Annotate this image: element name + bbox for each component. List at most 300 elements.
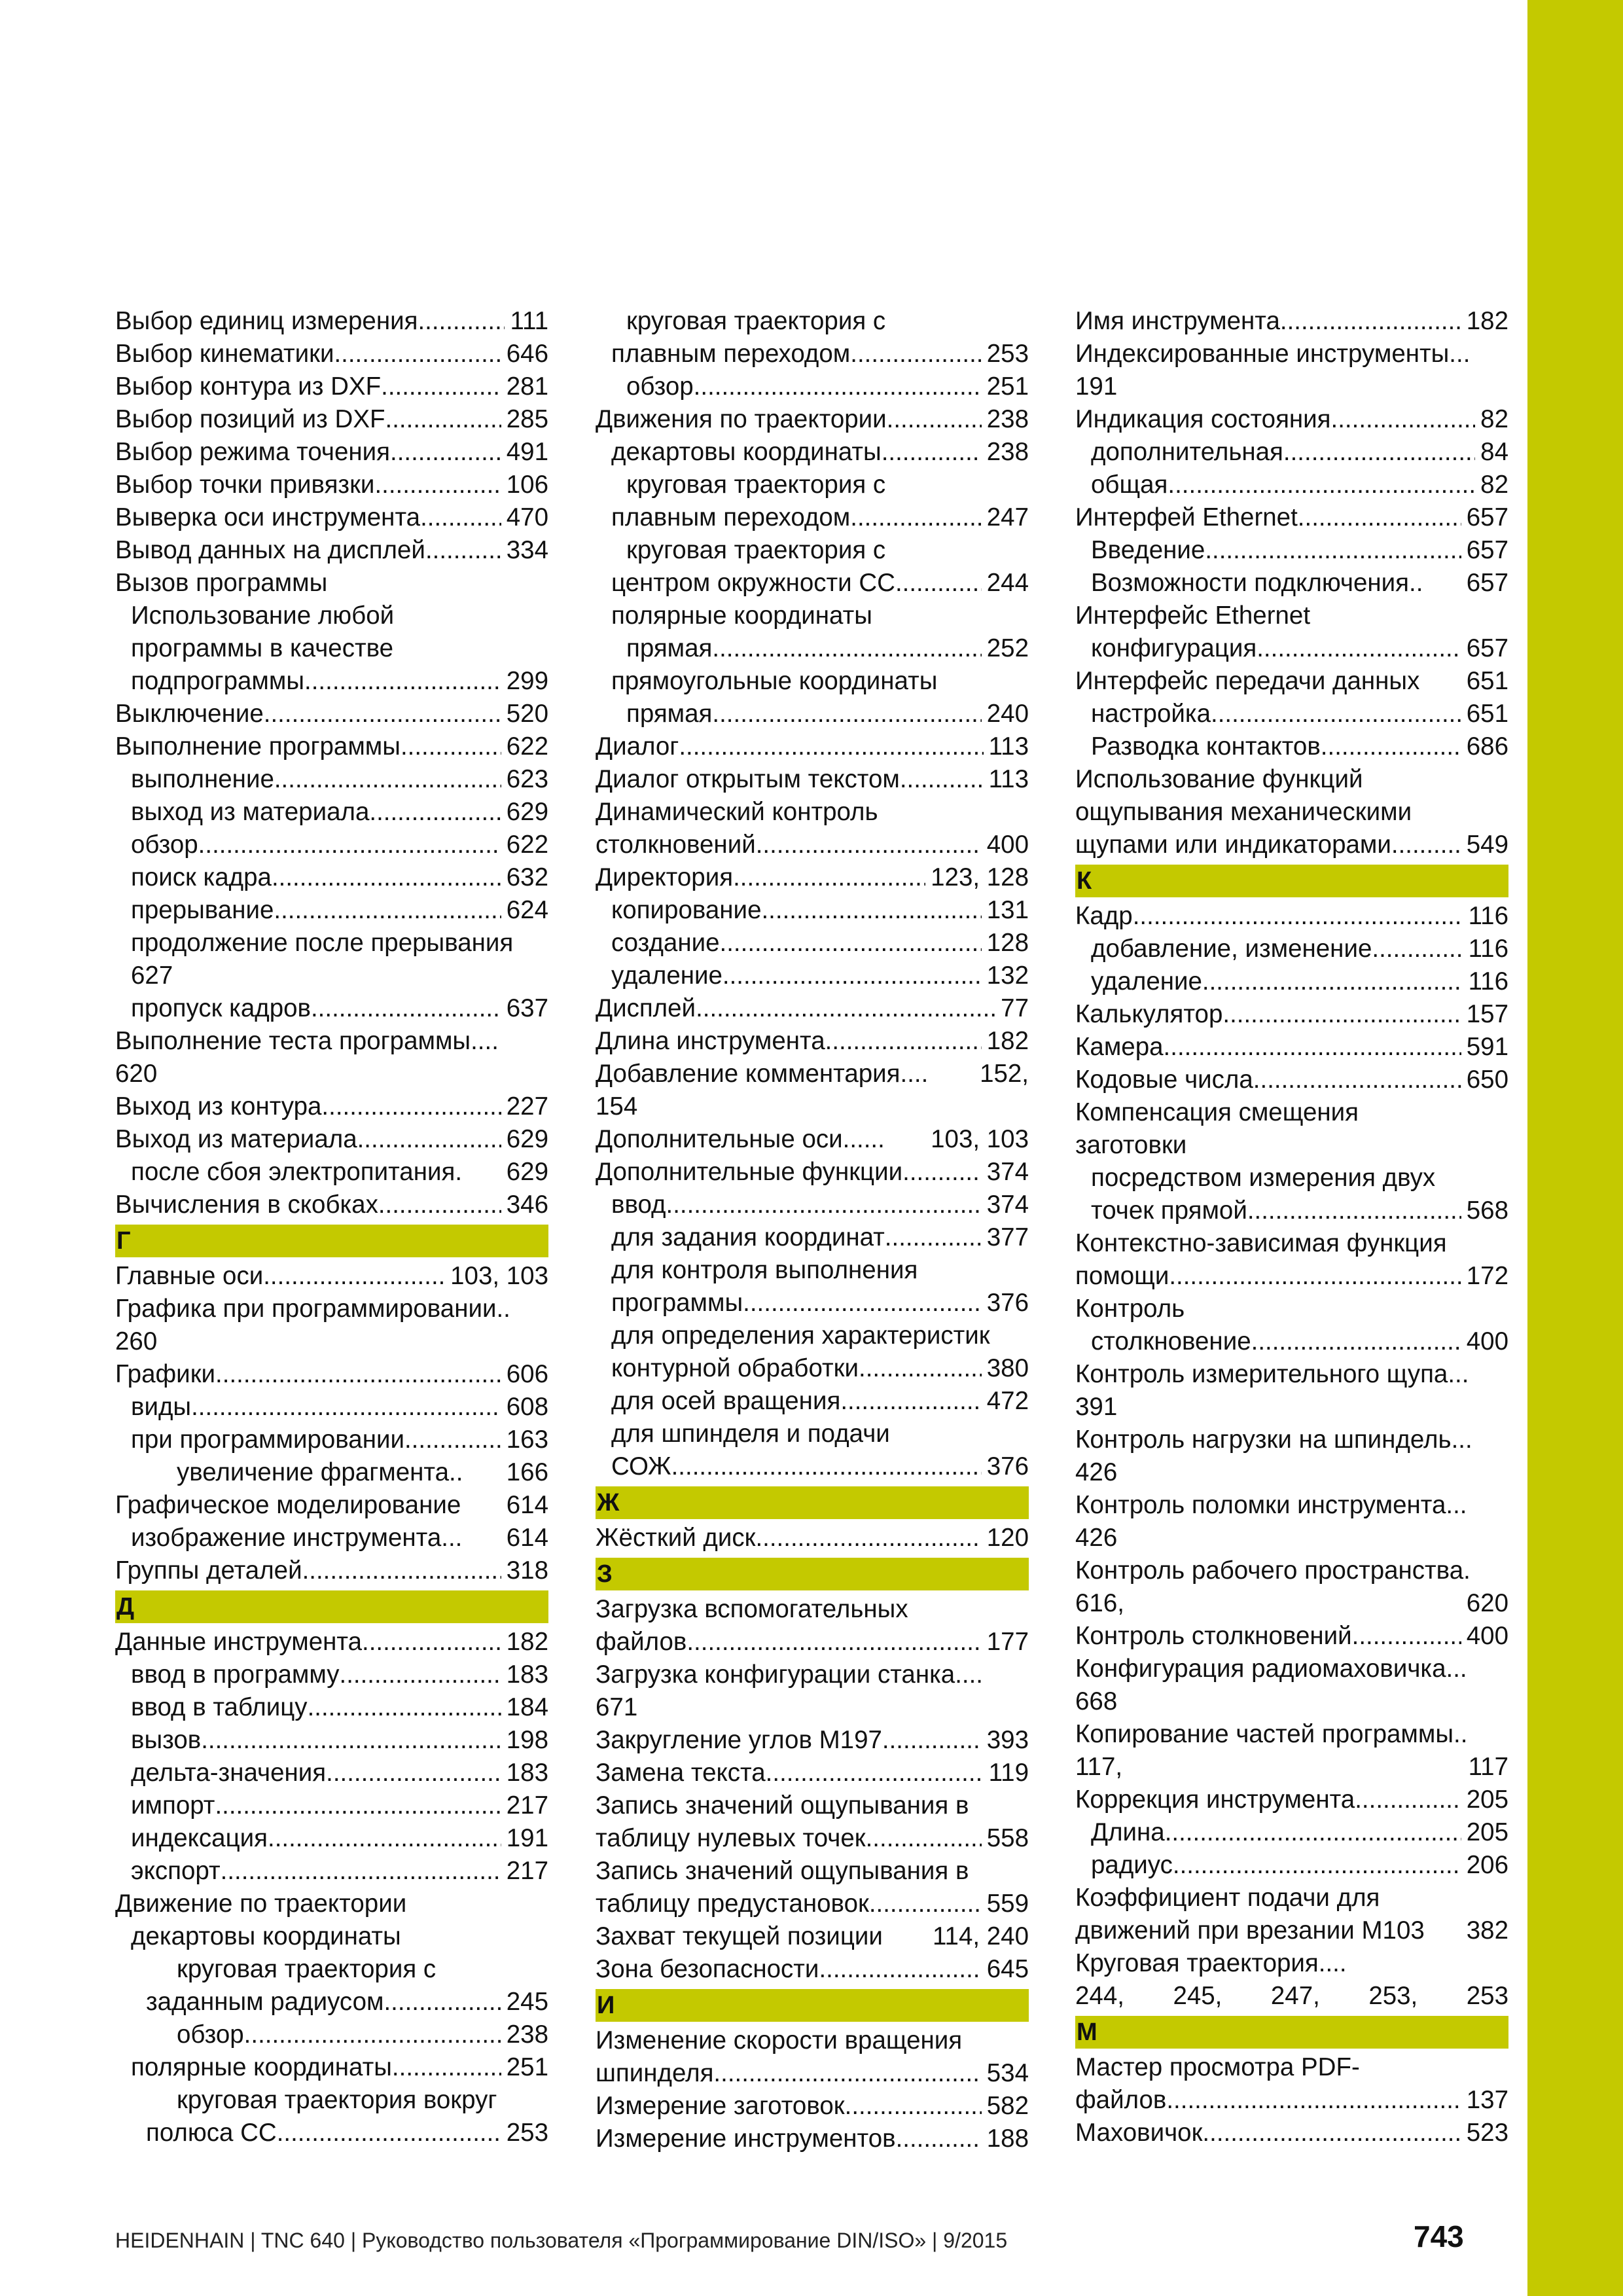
index-page-ref: 114, 240: [932, 1922, 1029, 1950]
index-page-ref: 238: [506, 2020, 548, 2049]
index-term: Дисплей: [596, 994, 696, 1022]
index-page-ref: 240: [986, 700, 1029, 728]
index-entry: [596, 1522, 1029, 1554]
index-entry: [115, 1920, 548, 1953]
index-page-ref: 116: [1468, 935, 1508, 963]
index-entry: [115, 632, 548, 665]
index-term: экспорт: [131, 1857, 221, 1885]
index-term: плавным переходом: [611, 503, 851, 531]
index-term: обзор: [177, 2020, 244, 2049]
index-term: для контроля выполнения: [611, 1256, 918, 1284]
index-term: для задания координат: [611, 1223, 885, 1251]
index-page-ref: 374: [986, 1191, 1029, 1219]
index-page-ref: 117: [1468, 1753, 1508, 1781]
index-entry: [1075, 1031, 1508, 1064]
index-term: поиск кадра: [131, 863, 272, 891]
index-page-ref: 377: [986, 1223, 1029, 1251]
index-term: Выбор режима точения: [115, 438, 391, 466]
index-term: общая: [1091, 471, 1168, 499]
dot-leader: [215, 1358, 501, 1391]
index-entry: [596, 1855, 1029, 1888]
index-term: Выполнение теста программы....: [115, 1027, 499, 1055]
dot-leader: [404, 1424, 501, 1456]
index-entry: [596, 1254, 1029, 1287]
index-term: 671: [596, 1693, 638, 1721]
index-term: Группы деталей: [115, 1556, 302, 1585]
index-entry: [596, 1352, 1029, 1385]
index-term: Вывод данных на дисплей: [115, 536, 425, 564]
index-term: 260: [115, 1327, 158, 1355]
index-term: Движения по траектории: [596, 405, 887, 433]
index-page-ref: 113: [988, 765, 1029, 793]
index-term: 668: [1075, 1687, 1118, 1715]
index-page-ref: 82: [1480, 471, 1508, 499]
index-term: 154: [596, 1092, 638, 1121]
index-page-list: [1075, 1587, 1508, 1620]
index-term: Выход из контура: [115, 1092, 322, 1121]
index-term: посредством измерения двух: [1091, 1164, 1436, 1192]
index-term: удаление: [1091, 967, 1202, 996]
index-entry: [115, 567, 548, 600]
index-entry: [1075, 796, 1508, 829]
index-term: круговая траектория вокруг: [177, 2086, 497, 2114]
index-entry: [1075, 1489, 1508, 1522]
dot-leader: [895, 567, 982, 600]
index-page-ref: 128: [986, 929, 1029, 957]
index-entry: [596, 1156, 1029, 1189]
index-entry: [596, 1319, 1029, 1352]
index-page-ref: 400: [986, 831, 1029, 859]
dot-leader: [268, 1822, 501, 1855]
index-term: радиус: [1091, 1851, 1173, 1879]
index-page-ref: 637: [506, 994, 548, 1022]
dot-leader: [845, 2090, 982, 2123]
dot-leader: [304, 665, 501, 698]
index-entry: [115, 1424, 548, 1456]
index-term: СОЖ: [611, 1452, 671, 1480]
index-term: Кадр: [1075, 902, 1133, 930]
dot-leader: [1133, 900, 1463, 933]
section-letter-header: Ж: [596, 1486, 1029, 1519]
index-term: Дополнительные оси......: [596, 1125, 885, 1153]
index-term: точек прямой: [1091, 1196, 1247, 1225]
index-term: круговая траектория с: [177, 1955, 437, 1983]
dot-leader: [712, 632, 981, 665]
index-entry: [115, 1724, 548, 1757]
index-term: Выверка оси инструмента: [115, 503, 421, 531]
index-page-ref: 247: [986, 503, 1029, 531]
index-term: полюса СС: [146, 2119, 277, 2147]
index-term: Выбор контура из DXF: [115, 372, 382, 401]
index-entry: [1075, 469, 1508, 501]
index-page-ref: 374: [986, 1158, 1029, 1186]
index-entry: [1075, 1882, 1508, 1914]
index-term: Использование любой: [131, 601, 395, 630]
index-entry: [115, 338, 548, 370]
dot-leader: [401, 730, 501, 763]
index-entry: [596, 698, 1029, 730]
dot-leader: [369, 796, 501, 829]
index-page-ref: 113: [988, 732, 1029, 761]
index-page-ref: 472: [986, 1387, 1029, 1415]
index-term: Копирование частей программы..: [1075, 1720, 1468, 1748]
index-entry: [596, 1090, 1029, 1123]
index-page-ref: 106: [506, 471, 548, 499]
index-entry: [115, 305, 548, 338]
index-term: заданным радиусом: [146, 1988, 384, 2016]
index-entry: [596, 2123, 1029, 2155]
index-page-ref: 251: [986, 372, 1029, 401]
index-entry: [1075, 1456, 1508, 1489]
dot-leader: [381, 370, 501, 403]
index-term: декартовы координаты: [611, 438, 882, 466]
dot-leader: [866, 1822, 982, 1855]
index-entry: [596, 305, 1029, 338]
dot-leader: [215, 1789, 501, 1822]
index-page-ref: 253: [1466, 1982, 1508, 2010]
index-term: Интерфей Ethernet: [1075, 503, 1298, 531]
dot-leader: [274, 894, 501, 927]
index-entry: [115, 992, 548, 1025]
index-page-ref: 251: [506, 2053, 548, 2081]
index-entry: [1075, 305, 1508, 338]
dot-leader: [756, 829, 982, 861]
index-term: программы: [611, 1289, 743, 1317]
index-term: столкновений: [596, 831, 756, 859]
dot-leader: [882, 436, 982, 469]
index-entry: [1075, 1816, 1508, 1849]
index-entry: [115, 1025, 548, 1058]
index-term: Выполнение программы: [115, 732, 401, 761]
index-entry: [1075, 763, 1508, 796]
index-entry: [115, 1659, 548, 1691]
page-footer: HEIDENHAIN | TNC 640 | Руководство пользователя «Программирование DIN/ISO» | 9/2015: [115, 2229, 1008, 2252]
index-entry: [596, 2057, 1029, 2090]
index-term: Изменение скорости вращения: [596, 2026, 963, 2054]
dot-leader: [1166, 2084, 1461, 2117]
index-entry: [115, 1789, 548, 1822]
index-term: таблицу нулевых точек: [596, 1824, 866, 1852]
index-term: Контроль: [1075, 1295, 1185, 1323]
index-page-ref: 299: [506, 667, 548, 695]
index-entry: [115, 1456, 548, 1489]
index-entry: [596, 1418, 1029, 1450]
index-term: таблицу предустановок: [596, 1890, 869, 1918]
index-entry: [596, 1920, 1029, 1953]
chapter-side-bar: [1527, 0, 1623, 2296]
index-page-ref: 252: [986, 634, 1029, 662]
index-entry: [596, 1221, 1029, 1254]
index-term: заготовки: [1075, 1131, 1187, 1159]
index-page-ref: 177: [986, 1628, 1029, 1656]
index-page-ref: 620: [1466, 1589, 1508, 1617]
index-entry: [596, 960, 1029, 992]
page-number: 743: [1414, 2219, 1464, 2253]
index-page-ref: 238: [986, 438, 1029, 466]
index-term: ощупывания механическими: [1075, 798, 1412, 826]
index-entry: [1075, 1587, 1508, 1620]
index-entry: [1075, 501, 1508, 534]
index-term: виды: [131, 1393, 192, 1421]
index-entry: [115, 2117, 548, 2149]
index-term: Кодовые числа: [1075, 1066, 1253, 1094]
index-page-ref: 657: [1466, 634, 1508, 662]
dot-leader: [722, 960, 982, 992]
index-entry: [1075, 1685, 1508, 1718]
index-term: плавным переходом: [611, 340, 851, 368]
index-page-ref: 623: [506, 765, 548, 793]
index-entry: [1075, 403, 1508, 436]
index-entry: [115, 1855, 548, 1888]
index-page-ref: 470: [506, 503, 548, 531]
index-page-ref: 614: [506, 1491, 548, 1519]
index-entry: [1075, 1162, 1508, 1194]
index-entry: [1075, 1260, 1508, 1293]
index-page-list: [1075, 1980, 1508, 2013]
dot-leader: [1222, 998, 1461, 1031]
index-entry: [115, 861, 548, 894]
index-entry: [115, 829, 548, 861]
index-term: настройка: [1091, 700, 1211, 728]
index-page-ref: 117,: [1075, 1753, 1123, 1781]
index-page-ref: 376: [986, 1452, 1029, 1480]
index-entry: [1075, 900, 1508, 933]
index-term: Вычисления в скобках: [115, 1191, 378, 1219]
index-term: Движение по траектории: [115, 1890, 407, 1918]
index-page-ref: 244,: [1075, 1982, 1124, 2010]
index-entry: [1075, 730, 1508, 763]
index-page-ref: 606: [506, 1360, 548, 1388]
index-term: Главные оси: [115, 1262, 264, 1290]
index-term: Коррекция инструмента: [1075, 1785, 1355, 1814]
index-entry: [596, 1058, 1029, 1090]
index-term: дополнительная: [1091, 438, 1283, 466]
index-entry: [596, 338, 1029, 370]
dot-leader: [420, 501, 501, 534]
index-term: Коэффициент подачи для: [1075, 1884, 1380, 1912]
index-entry: [115, 1090, 548, 1123]
index-page-ref: 131: [986, 896, 1029, 924]
dot-leader: [1202, 2117, 1461, 2149]
index-page-ref: 382: [1466, 1916, 1508, 1945]
index-page-ref: 624: [506, 896, 548, 924]
index-term: подпрограммы: [131, 667, 305, 695]
index-page-ref: 182: [1466, 307, 1508, 335]
dot-leader: [378, 1189, 501, 1221]
dot-leader: [679, 730, 983, 763]
dot-leader: [896, 2123, 982, 2155]
index-entry: [596, 1757, 1029, 1789]
dot-leader: [1355, 1784, 1461, 1816]
index-page-ref: 245,: [1173, 1982, 1222, 2010]
index-term: Выход из материала: [115, 1125, 357, 1153]
index-entry: [1075, 829, 1508, 861]
index-entry: [596, 730, 1029, 763]
index-term: обзор: [626, 372, 694, 401]
index-term: Выключение: [115, 700, 264, 728]
index-term: Контроль столкновений: [1075, 1622, 1352, 1650]
index-entry: [115, 927, 548, 960]
index-entry: [596, 927, 1029, 960]
index-entry: [1075, 1554, 1508, 1587]
index-entry: [596, 829, 1029, 861]
index-page-ref: 346: [506, 1191, 548, 1219]
index-page-ref: 137: [1466, 2086, 1508, 2114]
index-term: Интерфейс передачи данных: [1075, 667, 1420, 695]
index-term: Калькулятор: [1075, 1000, 1223, 1028]
index-entry: [596, 1888, 1029, 1920]
index-page-ref: 376: [986, 1289, 1029, 1317]
index-term: Длина инструмента: [596, 1027, 825, 1055]
index-page-ref: 84: [1480, 438, 1508, 466]
index-term: дельта-значения: [131, 1759, 327, 1787]
index-page-ref: 285: [506, 405, 548, 433]
section-letter-header: З: [596, 1558, 1029, 1590]
index-entry: [115, 730, 548, 763]
dot-leader: [885, 1221, 982, 1254]
index-page-ref: 166: [506, 1458, 548, 1486]
dot-leader: [1331, 403, 1476, 436]
index-page-ref: 523: [1466, 2119, 1508, 2147]
index-page-ref: 217: [506, 1857, 548, 1885]
dot-leader: [198, 829, 501, 861]
index-entry: [1075, 1358, 1508, 1391]
dot-leader: [263, 1260, 445, 1293]
index-term: добавление, изменение: [1091, 935, 1372, 963]
dot-leader: [311, 992, 501, 1025]
dot-leader: [1251, 1325, 1461, 1358]
index-term: полярные координаты: [131, 2053, 392, 2081]
index-term: Зона безопасности: [596, 1955, 819, 1983]
index-entry: [115, 370, 548, 403]
index-entry: [1075, 1064, 1508, 1096]
index-entry: [596, 1025, 1029, 1058]
dot-leader: [850, 501, 982, 534]
index-term: Директория: [596, 863, 734, 891]
index-term: Динамический контроль: [596, 798, 878, 826]
index-term: 620: [115, 1060, 158, 1088]
index-term: Введение: [1091, 536, 1205, 564]
index-entry: [1075, 2051, 1508, 2084]
index-term: Измерение заготовок: [596, 2092, 845, 2120]
index-term: 191: [1075, 372, 1118, 401]
index-term: Контроль рабочего пространства.: [1075, 1556, 1471, 1585]
index-term: Индексированные инструменты...: [1075, 340, 1471, 368]
section-letter-header: Г: [115, 1225, 548, 1257]
index-entry: [1075, 1784, 1508, 1816]
index-page-ref: 120: [986, 1524, 1029, 1552]
index-term: Конфигурация радиомаховичка...: [1075, 1655, 1467, 1683]
index-page-ref: 549: [1466, 831, 1508, 859]
index-entry: [115, 469, 548, 501]
index-entry: [596, 403, 1029, 436]
dot-leader: [1202, 965, 1463, 998]
index-term: шпинделя: [596, 2059, 714, 2087]
index-column-3: [1075, 305, 1508, 2149]
dot-leader: [666, 1189, 982, 1221]
index-entry: [596, 1287, 1029, 1319]
index-page-ref: 646: [506, 340, 548, 368]
index-entry: [1075, 567, 1508, 600]
dot-leader: [1372, 933, 1463, 965]
index-page-ref: 281: [506, 372, 548, 401]
dot-leader: [201, 1724, 501, 1757]
dot-leader: [1280, 305, 1461, 338]
index-page-ref: 534: [986, 2059, 1029, 2087]
index-page-ref: 206: [1466, 1851, 1508, 1879]
index-entry: [115, 1888, 548, 1920]
index-page-ref: 582: [986, 2092, 1029, 2120]
index-entry: [1075, 1194, 1508, 1227]
index-entry: [1075, 534, 1508, 567]
index-entry: [596, 1822, 1029, 1855]
index-entry: [596, 1123, 1029, 1156]
index-entry: [1075, 1293, 1508, 1325]
index-page-ref: 616,: [1075, 1589, 1124, 1617]
index-term: Контроль поломки инструмента...: [1075, 1491, 1467, 1519]
index-term: прямая: [626, 634, 713, 662]
index-term: прерывание: [131, 896, 274, 924]
index-term: Жёсткий диск: [596, 1524, 756, 1552]
index-term: продолжение после прерывания: [131, 929, 514, 957]
index-entry: [115, 501, 548, 534]
index-page-ref: 238: [986, 405, 1029, 433]
dot-leader: [326, 1757, 501, 1789]
index-entry: [1075, 1096, 1508, 1129]
index-page-ref: 608: [506, 1393, 548, 1421]
index-page-ref: 205: [1466, 1785, 1508, 1814]
dot-leader: [374, 469, 501, 501]
index-entry: [596, 992, 1029, 1025]
index-term: 426: [1075, 1524, 1118, 1552]
index-term: Индикация состояния: [1075, 405, 1331, 433]
index-page-ref: 157: [1466, 1000, 1508, 1028]
index-entry: [596, 1626, 1029, 1659]
index-page-ref: 119: [988, 1759, 1029, 1787]
index-entry: [115, 1058, 548, 1090]
index-term: программы в качестве: [131, 634, 394, 662]
index-entry: [115, 403, 548, 436]
index-entry: [115, 894, 548, 927]
index-entry: [596, 501, 1029, 534]
index-page-ref: 103, 103: [450, 1262, 548, 1290]
index-term: помощи: [1075, 1262, 1169, 1290]
index-term: копирование: [611, 896, 762, 924]
index-entry: [596, 469, 1029, 501]
index-entry: [115, 698, 548, 730]
index-entry: [115, 2084, 548, 2117]
dot-leader: [340, 1659, 501, 1691]
index-page-ref: 183: [506, 1759, 548, 1787]
index-entry: [596, 763, 1029, 796]
index-entry: [115, 1691, 548, 1724]
index-term: конфигурация: [1091, 634, 1257, 662]
index-entry: [115, 600, 548, 632]
index-page-ref: 132: [986, 961, 1029, 990]
index-term: вызов: [131, 1726, 202, 1754]
index-page-ref: 182: [506, 1628, 548, 1656]
index-entry: [1075, 2117, 1508, 2149]
index-entry: [1075, 1914, 1508, 1947]
dot-leader: [1321, 730, 1461, 763]
dot-leader: [244, 2018, 501, 2051]
index-term: для определения характеристик: [611, 1321, 990, 1350]
index-term: выход из материала: [131, 798, 370, 826]
dot-leader: [825, 1025, 982, 1058]
section-letter-header: И: [596, 1989, 1029, 2022]
index-page-ref: 318: [506, 1556, 548, 1585]
index-term: индексация: [131, 1824, 268, 1852]
